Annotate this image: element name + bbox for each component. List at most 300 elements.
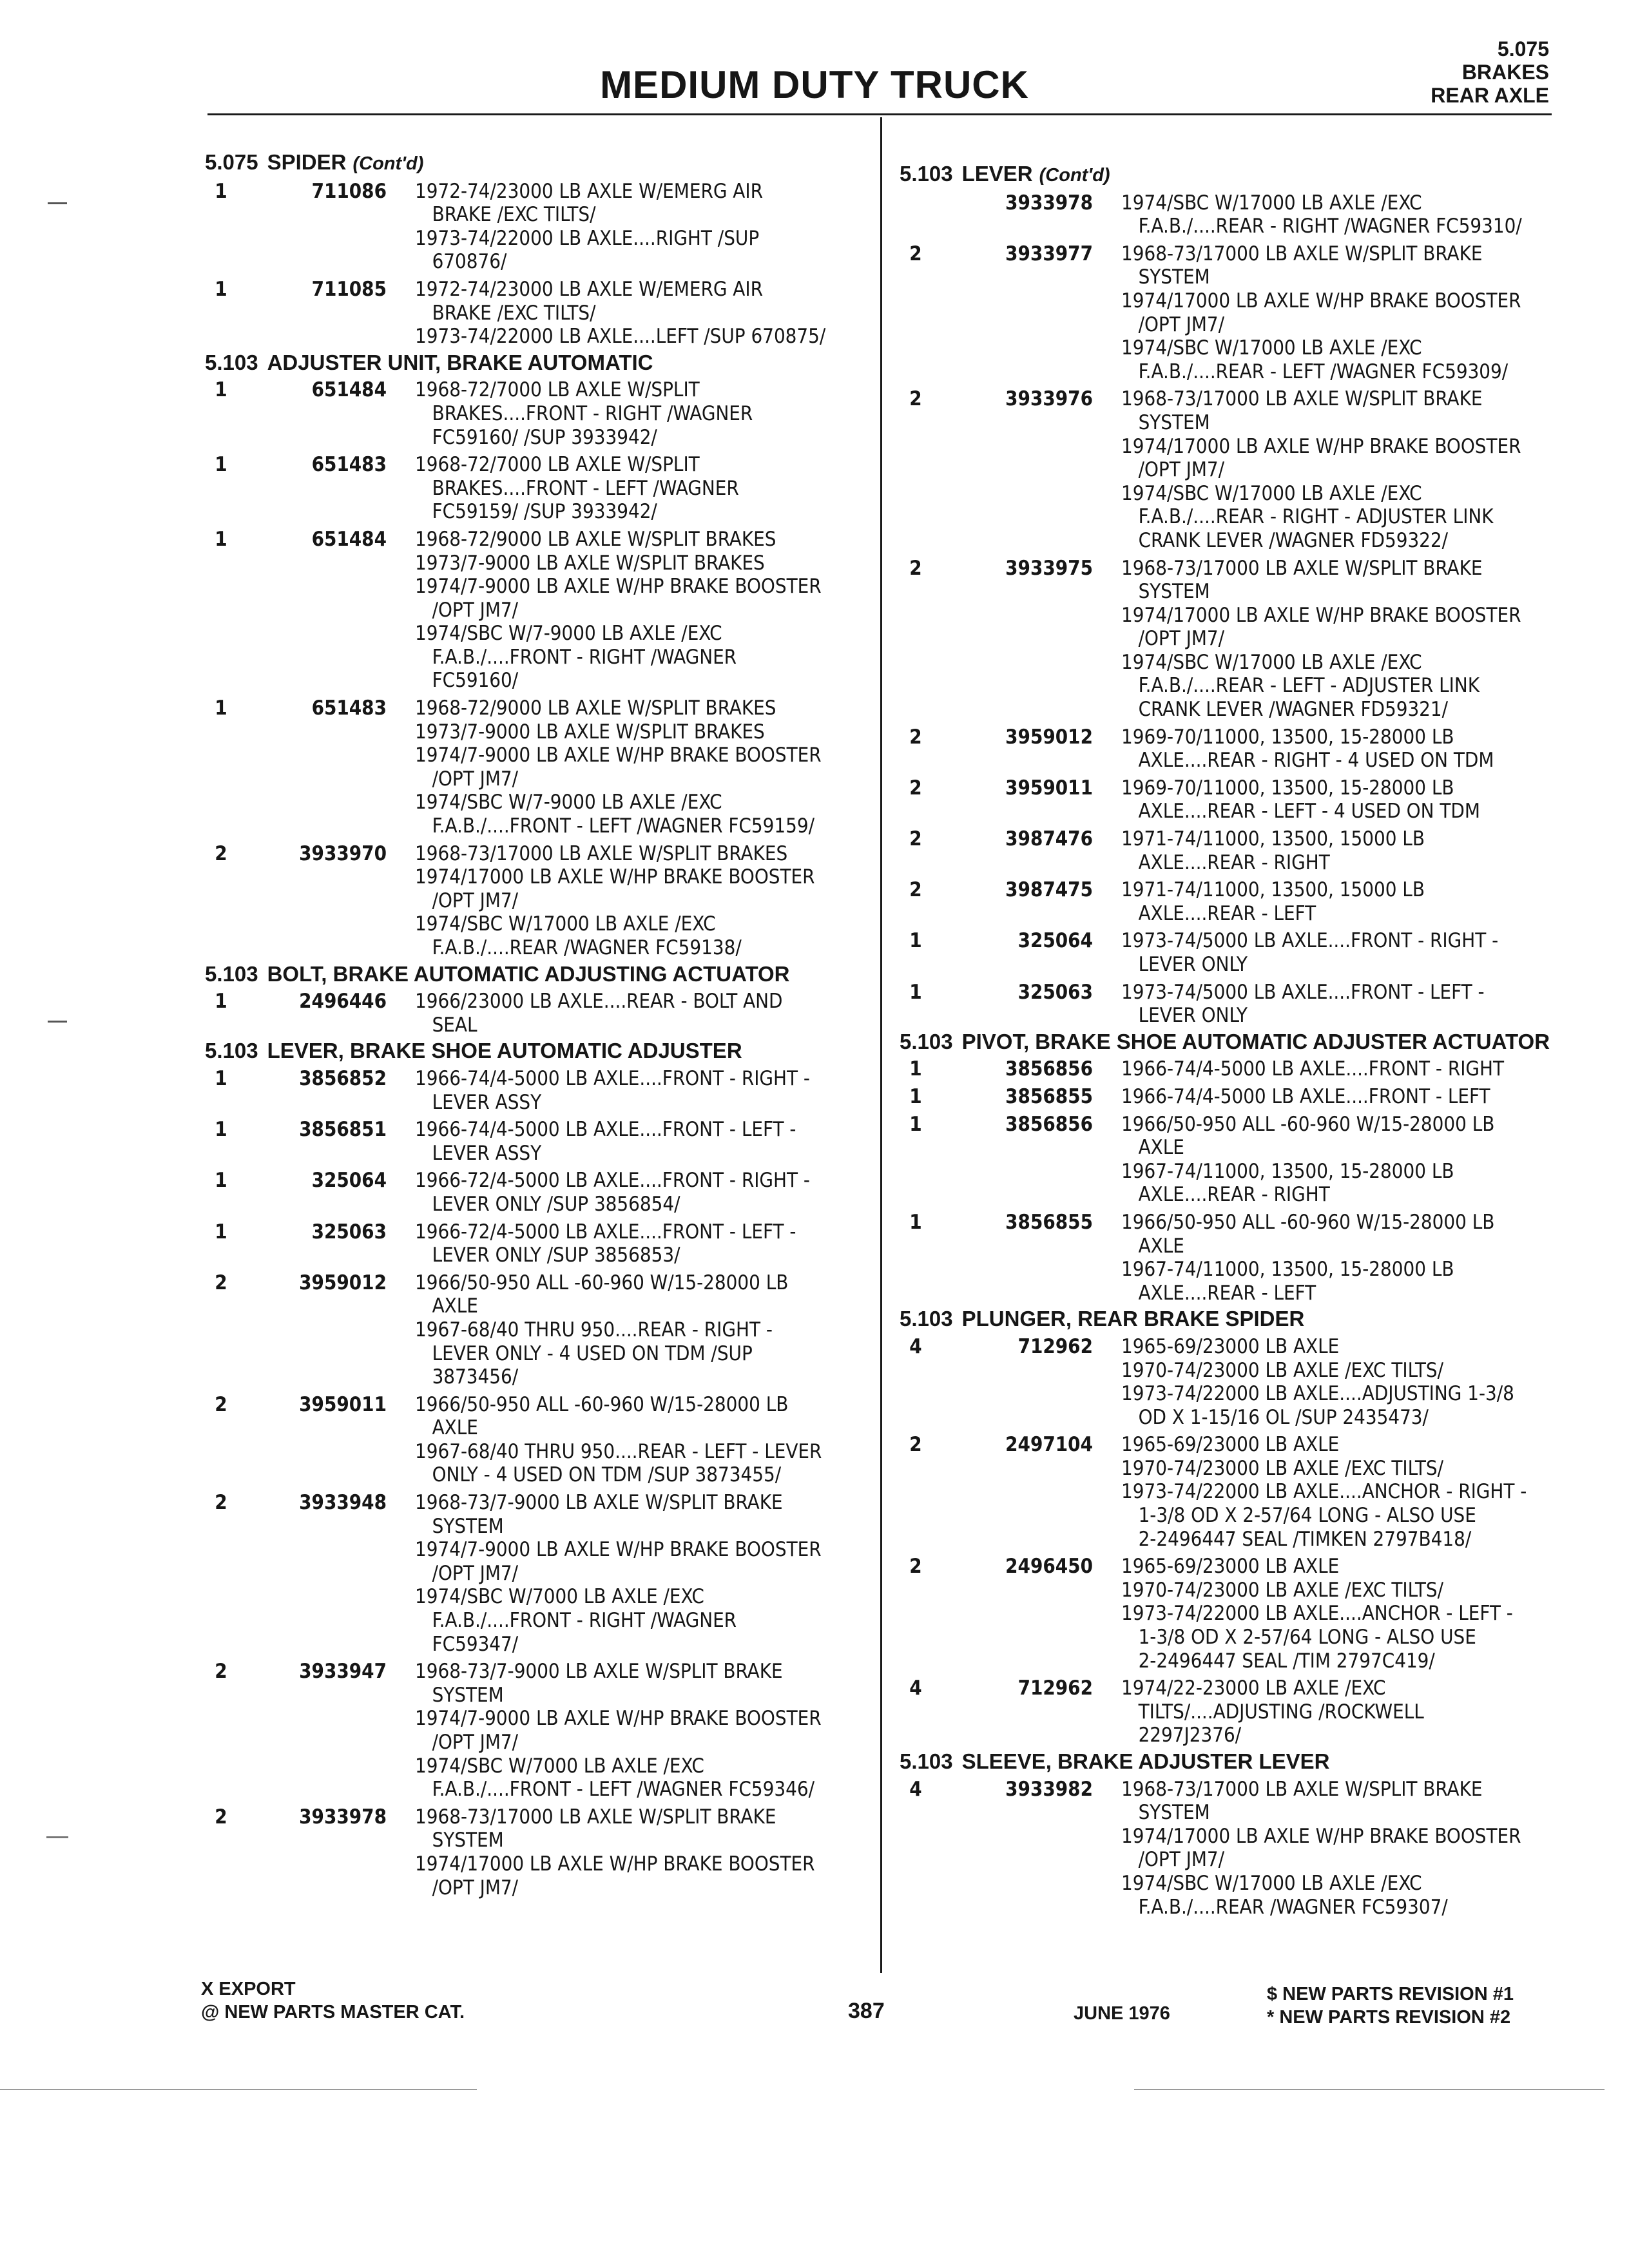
part-row: [900, 776, 1563, 823]
part-number: 711085: [311, 277, 387, 301]
section-title-text: LEVER, BRAKE SHOE AUTOMATIC ADJUSTER: [267, 1039, 742, 1063]
continued-label: (Cont'd): [352, 153, 424, 174]
section-number: 5.103: [205, 350, 258, 374]
description-line: SYSTEM: [1121, 580, 1210, 604]
part-row: [205, 1271, 869, 1389]
section-number: 5.103: [205, 961, 258, 986]
part-quantity: 2: [909, 827, 922, 851]
left-column: [205, 151, 869, 1899]
description-line: 1974/SBC W/7-9000 LB AXLE /EXC: [415, 791, 722, 814]
section-number: 5.103: [900, 1307, 953, 1331]
part-row: [900, 929, 1563, 976]
description-line: CRANK LEVER /WAGNER FD59321/: [1121, 698, 1449, 722]
description-line: /OPT JM7/: [415, 1876, 519, 1899]
description-line: 1972-74/23000 LB AXLE W/EMERG AIR: [415, 179, 763, 203]
part-number: 3856851: [299, 1118, 387, 1142]
part-quantity: 2: [909, 725, 922, 749]
description-line: AXLE....REAR - RIGHT: [1121, 850, 1330, 874]
page-title: MEDIUM DUTY TRUCK: [600, 63, 1029, 106]
description-line: 1969-70/11000, 13500, 15-28000 LB: [1121, 776, 1454, 800]
description-line: FC59160/ /SUP 3933942/: [415, 425, 657, 449]
part-number: 3856855: [1005, 1084, 1093, 1108]
description-line: FC59159/ /SUP 3933942/: [415, 500, 657, 524]
description-line: /OPT JM7/: [1121, 1848, 1225, 1872]
section-heading: [900, 162, 1563, 187]
description-line: 1968-73/7-9000 LB AXLE W/SPLIT BRAKE: [415, 1660, 783, 1684]
part-number: 325063: [311, 1220, 387, 1244]
part-number: 3933970: [299, 841, 387, 865]
section-heading: [205, 151, 869, 176]
page-number: 387: [848, 1999, 885, 2023]
part-number: 2496446: [299, 990, 387, 1014]
description-line: SEAL: [415, 1013, 477, 1037]
part-quantity: 2: [909, 1555, 922, 1579]
part-description: [1121, 191, 1563, 238]
description-line: 1967-68/40 THRU 950....REAR - RIGHT -: [415, 1318, 773, 1341]
part-row: [205, 990, 869, 1037]
description-line: AXLE: [1121, 1136, 1184, 1160]
part-row: [205, 697, 869, 838]
part-description: [1121, 242, 1563, 384]
description-line: 1972-74/23000 LB AXLE W/EMERG AIR: [415, 277, 763, 301]
description-line: 1973/7-9000 LB AXLE W/SPLIT BRAKES: [415, 551, 765, 575]
part-quantity: 1: [215, 378, 227, 402]
description-line: 1970-74/23000 LB AXLE /EXC TILTS/: [1121, 1358, 1444, 1382]
description-line: AXLE....REAR - LEFT: [1121, 1281, 1316, 1305]
part-description: [1121, 557, 1563, 722]
description-line: 1968-72/9000 LB AXLE W/SPLIT BRAKES: [415, 697, 776, 720]
description-line: /OPT JM7/: [1121, 627, 1225, 651]
right-column: [900, 162, 1563, 1919]
part-quantity: 1: [909, 1112, 922, 1136]
section-heading: [900, 1307, 1563, 1331]
part-row: [205, 528, 869, 693]
description-line: /OPT JM7/: [1121, 312, 1225, 336]
description-line: F.A.B./....REAR - LEFT /WAGNER FC59309/: [1121, 360, 1509, 383]
part-row: [205, 1393, 869, 1487]
part-description: [415, 378, 869, 449]
part-row: [900, 1211, 1563, 1305]
part-quantity: 1: [215, 1066, 227, 1090]
description-line: F.A.B./....FRONT - RIGHT /WAGNER: [415, 645, 737, 669]
footer-master-legend: @ NEW PARTS MASTER CAT.: [201, 2002, 465, 2023]
description-line: 1966/50-950 ALL -60-960 W/15-28000 LB: [415, 1271, 789, 1294]
description-line: LEVER ONLY: [1121, 1004, 1248, 1028]
part-number: 2497104: [1005, 1433, 1093, 1457]
part-row: [205, 378, 869, 449]
description-line: /OPT JM7/: [1121, 458, 1225, 482]
part-row: [205, 1169, 869, 1216]
part-number: 3933976: [1005, 387, 1093, 411]
description-line: 1966-72/4-5000 LB AXLE....FRONT - RIGHT -: [415, 1169, 810, 1193]
part-description: [1121, 726, 1563, 773]
part-description: [415, 1491, 869, 1656]
description-line: 1974/17000 LB AXLE W/HP BRAKE BOOSTER: [1121, 1824, 1521, 1848]
part-row: [900, 191, 1563, 238]
part-row: [205, 1491, 869, 1656]
section-number: 5.075: [1497, 37, 1549, 61]
part-quantity: 2: [215, 1660, 227, 1684]
description-line: /OPT JM7/: [415, 767, 519, 791]
description-line: LEVER ONLY /SUP 3856853/: [415, 1244, 680, 1267]
part-row: [900, 557, 1563, 722]
description-line: 1974/17000 LB AXLE W/HP BRAKE BOOSTER: [415, 1852, 815, 1876]
section-heading: [900, 1030, 1563, 1054]
section-number: 5.103: [900, 1029, 953, 1053]
part-description: [1121, 1778, 1563, 1919]
description-line: F.A.B./....FRONT - RIGHT /WAGNER: [415, 1609, 737, 1633]
description-line: 1966/50-950 ALL -60-960 W/15-28000 LB: [415, 1392, 789, 1416]
part-number: 3987475: [1005, 878, 1093, 902]
section-title-text: BOLT, BRAKE AUTOMATIC ADJUSTING ACTUATOR: [267, 961, 790, 986]
part-quantity: 1: [215, 277, 227, 301]
margin-mark: [46, 1836, 68, 1838]
part-quantity: 1: [909, 1084, 922, 1108]
description-line: 1971-74/11000, 13500, 15000 LB: [1121, 878, 1425, 902]
description-line: 1966/50-950 ALL -60-960 W/15-28000 LB: [1121, 1112, 1495, 1136]
description-line: F.A.B./....REAR - RIGHT - ADJUSTER LINK: [1121, 505, 1494, 529]
part-quantity: 1: [909, 1057, 922, 1081]
section-title-text: SPIDER: [267, 150, 347, 174]
description-line: 1974/17000 LB AXLE W/HP BRAKE BOOSTER: [1121, 289, 1521, 312]
part-row: [900, 981, 1563, 1028]
description-line: TILTS/....ADJUSTING /ROCKWELL: [1121, 1700, 1424, 1724]
part-description: [415, 528, 869, 693]
description-line: 1974/SBC W/17000 LB AXLE /EXC: [1121, 336, 1422, 360]
part-row: [900, 1335, 1563, 1429]
description-line: 1967-74/11000, 13500, 15-28000 LB: [1121, 1159, 1454, 1183]
description-line: BRAKES....FRONT - RIGHT /WAGNER: [415, 401, 753, 425]
description-line: 1968-73/7-9000 LB AXLE W/SPLIT BRAKE: [415, 1491, 783, 1515]
part-quantity: 1: [215, 453, 227, 477]
description-line: 2-2496447 SEAL /TIM 2797C419/: [1121, 1649, 1435, 1673]
description-line: F.A.B./....FRONT - LEFT /WAGNER FC59159/: [415, 814, 815, 838]
footer-revision-2: * NEW PARTS REVISION #2: [1267, 2007, 1511, 2028]
description-line: 1968-72/7000 LB AXLE W/SPLIT: [415, 378, 700, 402]
description-line: F.A.B./....REAR - RIGHT /WAGNER FC59310/: [1121, 215, 1522, 238]
footer-date: JUNE 1976: [1074, 2003, 1170, 2024]
description-line: 1974/7-9000 LB AXLE W/HP BRAKE BOOSTER: [415, 1707, 822, 1731]
description-line: 1965-69/23000 LB AXLE: [1121, 1555, 1340, 1579]
part-description: [415, 1660, 869, 1802]
section-title: [267, 1039, 869, 1063]
part-description: [1121, 776, 1563, 823]
section-heading: [205, 351, 869, 375]
part-number: 3959011: [1005, 776, 1093, 800]
part-number: 3959012: [1005, 725, 1093, 749]
part-row: [900, 1113, 1563, 1207]
description-line: 1965-69/23000 LB AXLE: [1121, 1433, 1340, 1457]
description-line: 2-2496447 SEAL /TIMKEN 2797B418/: [1121, 1527, 1472, 1551]
description-line: 1974/SBC W/7000 LB AXLE /EXC: [415, 1585, 704, 1609]
description-line: 1966-72/4-5000 LB AXLE....FRONT - LEFT -: [415, 1220, 796, 1244]
description-line: 1974/17000 LB AXLE W/HP BRAKE BOOSTER: [415, 865, 815, 889]
section-number: 5.075: [205, 150, 258, 174]
part-description: [415, 180, 869, 274]
part-row: [205, 842, 869, 960]
part-quantity: 4: [909, 1334, 922, 1358]
description-line: 1970-74/23000 LB AXLE /EXC TILTS/: [1121, 1578, 1444, 1602]
footer-revision-1: $ NEW PARTS REVISION #1: [1267, 1984, 1514, 2004]
description-line: 1967-74/11000, 13500, 15-28000 LB: [1121, 1258, 1454, 1282]
description-line: 1974/SBC W/17000 LB AXLE /EXC: [1121, 191, 1422, 215]
description-line: F.A.B./....REAR - LEFT - ADJUSTER LINK: [1121, 674, 1480, 698]
part-number: 3933978: [1005, 191, 1093, 215]
description-line: 1968-73/17000 LB AXLE W/SPLIT BRAKES: [415, 841, 788, 865]
description-line: 1-3/8 OD X 2-57/64 LONG - ALSO USE: [1121, 1504, 1476, 1528]
description-line: F.A.B./....FRONT - LEFT /WAGNER FC59346/: [415, 1778, 815, 1802]
description-line: 1968-73/17000 LB AXLE W/SPLIT BRAKE: [1121, 387, 1483, 411]
description-line: 1974/SBC W/17000 LB AXLE /EXC: [1121, 481, 1422, 505]
part-quantity: 2: [215, 841, 227, 865]
margin-mark: [48, 1021, 67, 1023]
part-description: [1121, 1085, 1563, 1109]
section-title: [267, 351, 869, 375]
part-number: 3933975: [1005, 556, 1093, 580]
part-number: 712962: [1017, 1677, 1093, 1700]
section-title-text: ADJUSTER UNIT, BRAKE AUTOMATIC: [267, 350, 653, 374]
description-line: 1968-73/17000 LB AXLE W/SPLIT BRAKE: [415, 1805, 776, 1829]
part-description: [415, 1067, 869, 1114]
section-title: [962, 1750, 1563, 1774]
part-description: [415, 1220, 869, 1267]
part-row: [900, 1057, 1563, 1081]
part-number: 712962: [1017, 1334, 1093, 1358]
part-description: [1121, 1677, 1563, 1747]
part-description: [415, 1118, 869, 1165]
description-line: 1969-70/11000, 13500, 15-28000 LB: [1121, 725, 1454, 749]
bottom-rule-left: [0, 2089, 477, 2090]
part-description: [415, 278, 869, 349]
section-title: [962, 1030, 1563, 1054]
part-number: 651484: [311, 378, 387, 402]
part-number: 3856852: [299, 1066, 387, 1090]
part-number: 3933978: [299, 1805, 387, 1829]
part-number: 3959012: [299, 1271, 387, 1294]
description-line: 1966/50-950 ALL -60-960 W/15-28000 LB: [1121, 1210, 1495, 1234]
section-heading: [205, 1039, 869, 1063]
part-description: [415, 1393, 869, 1487]
part-quantity: 2: [909, 776, 922, 800]
description-line: 1973-74/22000 LB AXLE....RIGHT /SUP: [415, 226, 760, 250]
description-line: 1974/SBC W/17000 LB AXLE /EXC: [1121, 650, 1422, 674]
description-line: SYSTEM: [1121, 1801, 1210, 1825]
part-number: 651483: [311, 453, 387, 477]
description-line: 1965-69/23000 LB AXLE: [1121, 1334, 1340, 1358]
description-line: BRAKES....FRONT - LEFT /WAGNER: [415, 476, 739, 500]
description-line: 1973-74/5000 LB AXLE....FRONT - LEFT -: [1121, 980, 1485, 1004]
part-row: [205, 1660, 869, 1802]
margin-mark: [48, 202, 67, 204]
part-description: [415, 842, 869, 960]
part-row: [205, 1067, 869, 1114]
part-row: [900, 1433, 1563, 1551]
part-row: [900, 242, 1563, 384]
column-divider: [880, 117, 882, 1973]
part-quantity: 1: [215, 1118, 227, 1142]
description-line: 670876/: [415, 250, 507, 274]
part-number: 3933947: [299, 1660, 387, 1684]
description-line: 2297J2376/: [1121, 1724, 1242, 1747]
description-line: /OPT JM7/: [415, 1561, 519, 1585]
part-quantity: 1: [215, 527, 227, 551]
description-line: AXLE....REAR - RIGHT: [1121, 1183, 1330, 1207]
description-line: AXLE: [415, 1416, 478, 1440]
footer-export-legend: X EXPORT: [201, 1979, 296, 1999]
description-line: 1966/23000 LB AXLE....REAR - BOLT AND: [415, 990, 783, 1014]
description-line: 1971-74/11000, 13500, 15000 LB: [1121, 827, 1425, 851]
part-quantity: 2: [909, 556, 922, 580]
description-line: SYSTEM: [1121, 410, 1210, 434]
section-tag: [1405, 37, 1549, 107]
part-row: [205, 453, 869, 524]
part-row: [205, 278, 869, 349]
part-row: [900, 827, 1563, 874]
section-title: [267, 151, 869, 176]
part-quantity: 1: [215, 1220, 227, 1244]
description-line: AXLE: [415, 1294, 478, 1318]
description-line: LEVER ASSY: [415, 1090, 542, 1114]
description-line: 1966-74/4-5000 LB AXLE....FRONT - RIGHT: [1121, 1057, 1505, 1081]
part-row: [900, 387, 1563, 552]
section-title-text: LEVER: [961, 162, 1033, 186]
part-description: [1121, 1335, 1563, 1429]
part-number: 3856856: [1005, 1112, 1093, 1136]
part-description: [1121, 1211, 1563, 1305]
description-line: FC59160/: [415, 669, 519, 693]
description-line: 1974/7-9000 LB AXLE W/HP BRAKE BOOSTER: [415, 744, 822, 767]
description-line: SYSTEM: [415, 1683, 504, 1707]
description-line: /OPT JM7/: [415, 889, 519, 912]
part-quantity: 1: [215, 1169, 227, 1193]
section-heading: [900, 1750, 1563, 1774]
part-row: [900, 726, 1563, 773]
part-number: 3933977: [1005, 242, 1093, 265]
part-quantity: 2: [909, 242, 922, 265]
description-line: LEVER ONLY /SUP 3856854/: [415, 1192, 680, 1216]
description-line: 1968-72/9000 LB AXLE W/SPLIT BRAKES: [415, 527, 776, 551]
description-line: 1974/17000 LB AXLE W/HP BRAKE BOOSTER: [1121, 603, 1521, 627]
section-heading: [205, 963, 869, 986]
part-description: [415, 697, 869, 838]
description-line: CRANK LEVER /WAGNER FD59322/: [1121, 528, 1449, 552]
part-quantity: 2: [215, 1805, 227, 1829]
part-number: 3933982: [1005, 1777, 1093, 1801]
description-line: 1974/17000 LB AXLE W/HP BRAKE BOOSTER: [1121, 434, 1521, 458]
part-description: [1121, 929, 1563, 976]
description-line: 1970-74/23000 LB AXLE /EXC TILTS/: [1121, 1456, 1444, 1480]
description-line: 1973-74/5000 LB AXLE....FRONT - RIGHT -: [1121, 929, 1499, 953]
description-line: 3873456/: [415, 1365, 519, 1389]
part-quantity: 1: [909, 929, 922, 953]
part-number: 651483: [311, 697, 387, 720]
part-row: [900, 1778, 1563, 1919]
part-row: [900, 1085, 1563, 1109]
section-subgroup: REAR AXLE: [1431, 84, 1549, 107]
part-quantity: 2: [215, 1271, 227, 1294]
description-line: LEVER ONLY - 4 USED ON TDM /SUP: [415, 1341, 753, 1365]
description-line: AXLE....REAR - RIGHT - 4 USED ON TDM: [1121, 749, 1494, 773]
section-title-text: PLUNGER, REAR BRAKE SPIDER: [961, 1307, 1305, 1331]
description-line: ONLY - 4 USED ON TDM /SUP 3873455/: [415, 1463, 782, 1487]
part-description: [415, 1169, 869, 1216]
part-row: [205, 180, 869, 274]
description-line: OD X 1-15/16 OL /SUP 2435473/: [1121, 1405, 1429, 1429]
description-line: 1966-74/4-5000 LB AXLE....FRONT - LEFT: [1121, 1084, 1490, 1108]
description-line: 1973-74/22000 LB AXLE....ANCHOR - LEFT -: [1121, 1602, 1513, 1626]
part-quantity: 1: [909, 1210, 922, 1234]
part-number: 325063: [1017, 980, 1093, 1004]
part-quantity: 4: [909, 1777, 922, 1801]
part-description: [1121, 878, 1563, 925]
part-number: 325064: [1017, 929, 1093, 953]
description-line: 1973-74/22000 LB AXLE....LEFT /SUP 670875/: [415, 325, 826, 349]
part-number: 3959011: [299, 1392, 387, 1416]
description-line: 1974/7-9000 LB AXLE W/HP BRAKE BOOSTER: [415, 1538, 822, 1562]
bottom-rule-right: [1134, 2089, 1605, 2090]
part-description: [1121, 1113, 1563, 1207]
part-quantity: 1: [909, 980, 922, 1004]
part-description: [415, 990, 869, 1037]
description-line: AXLE: [1121, 1234, 1184, 1258]
description-line: BRAKE /EXC TILTS/: [415, 203, 596, 227]
part-quantity: 1: [215, 990, 227, 1014]
part-quantity: 1: [215, 697, 227, 720]
part-quantity: 2: [215, 1491, 227, 1515]
description-line: 1966-74/4-5000 LB AXLE....FRONT - LEFT -: [415, 1118, 796, 1142]
description-line: 1973/7-9000 LB AXLE W/SPLIT BRAKES: [415, 720, 765, 744]
description-line: BRAKE /EXC TILTS/: [415, 301, 596, 325]
section-number: 5.103: [900, 162, 953, 186]
description-line: 1974/SBC W/17000 LB AXLE /EXC: [415, 912, 716, 936]
description-line: 1967-68/40 THRU 950....REAR - LEFT - LEVER: [415, 1439, 822, 1463]
section-number: 5.103: [205, 1039, 258, 1063]
part-row: [900, 1555, 1563, 1673]
section-title: [267, 963, 869, 986]
part-row: [900, 1677, 1563, 1747]
part-quantity: 2: [909, 1433, 922, 1457]
part-quantity: 4: [909, 1677, 922, 1700]
part-row: [900, 878, 1563, 925]
part-description: [1121, 981, 1563, 1028]
description-line: AXLE....REAR - LEFT - 4 USED ON TDM: [1121, 800, 1480, 823]
part-number: 3987476: [1005, 827, 1093, 851]
description-line: /OPT JM7/: [415, 1731, 519, 1754]
description-line: 1974/SBC W/7-9000 LB AXLE /EXC: [415, 622, 722, 646]
description-line: /OPT JM7/: [415, 598, 519, 622]
section-title-text: PIVOT, BRAKE SHOE AUTOMATIC ADJUSTER ACTUATOR: [961, 1029, 1550, 1053]
description-line: FC59347/: [415, 1632, 519, 1656]
part-description: [1121, 387, 1563, 552]
part-description: [1121, 827, 1563, 874]
description-line: 1968-72/7000 LB AXLE W/SPLIT: [415, 453, 700, 477]
part-description: [415, 453, 869, 524]
part-row: [205, 1805, 869, 1899]
description-line: 1966-74/4-5000 LB AXLE....FRONT - RIGHT -: [415, 1066, 810, 1090]
description-line: 1974/SBC W/7000 LB AXLE /EXC: [415, 1754, 704, 1778]
part-number: 2496450: [1005, 1555, 1093, 1579]
part-number: 325064: [311, 1169, 387, 1193]
part-description: [1121, 1057, 1563, 1081]
description-line: 1974/SBC W/17000 LB AXLE /EXC: [1121, 1871, 1422, 1895]
part-quantity: 1: [215, 179, 227, 203]
part-description: [1121, 1555, 1563, 1673]
part-row: [205, 1118, 869, 1165]
description-line: LEVER ASSY: [415, 1141, 542, 1165]
part-number: 3856856: [1005, 1057, 1093, 1081]
part-quantity: 2: [909, 878, 922, 902]
description-line: 1973-74/22000 LB AXLE....ANCHOR - RIGHT -: [1121, 1480, 1527, 1504]
